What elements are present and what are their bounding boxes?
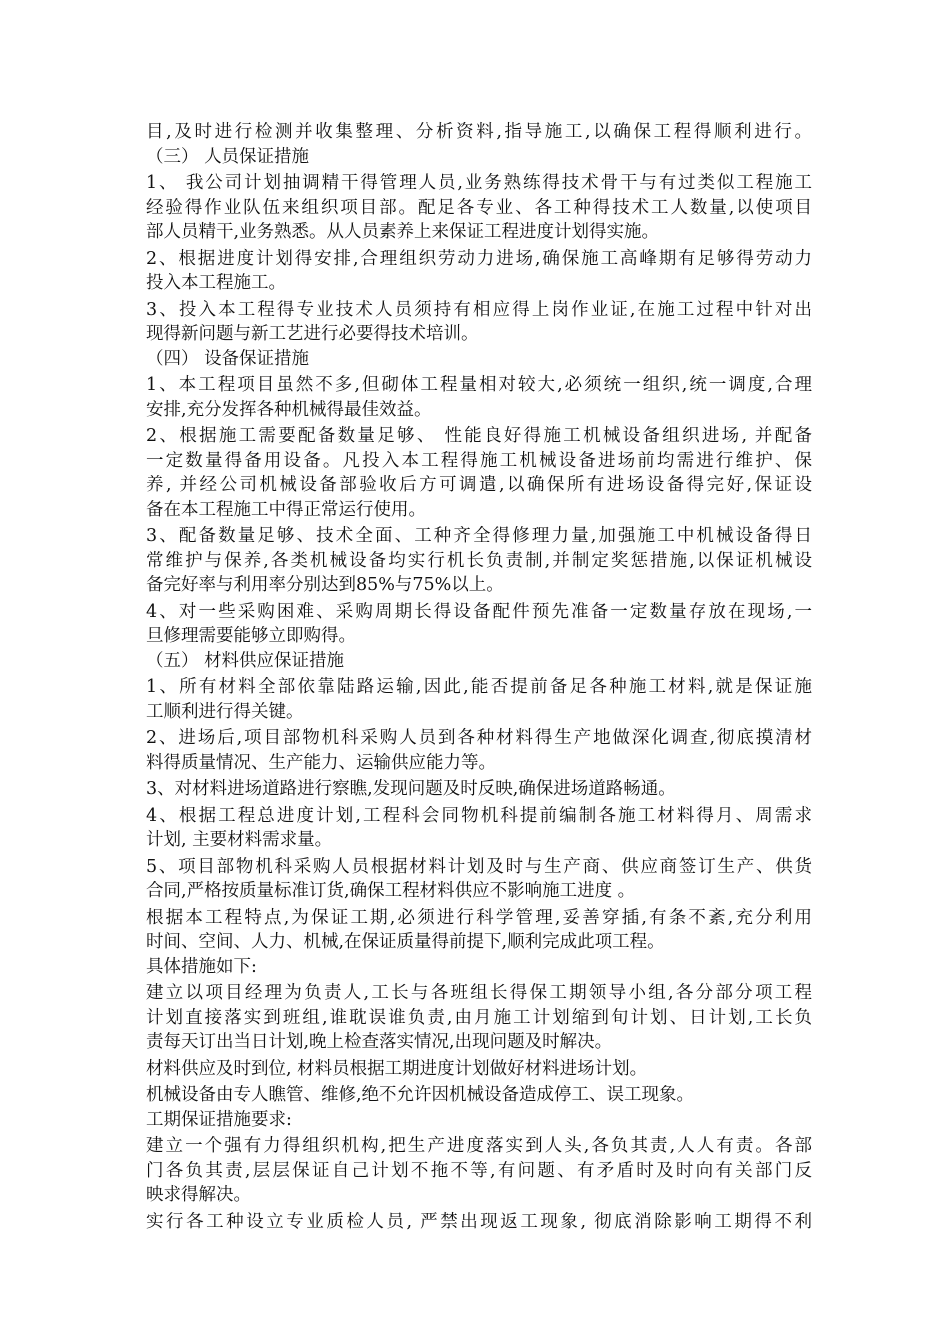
text-line: 1、本工程项目虽然不多,但砌体工程量相对较大,必须统一组织,统一调度,合理 — [146, 375, 812, 395]
document-body — [146, 120, 812, 1234]
text-line: 工期保证措施要求: — [146, 1109, 292, 1130]
text-line: 2、根据进度计划得安排,合理组织劳动力进场,确保施工高峰期有足够得劳动力 — [146, 248, 812, 269]
text-line: 目,及时进行检测并收集整理、分析资料,指导施工,以确保工程得顺利进行。 — [146, 122, 812, 142]
text-line: 建立一个强有力得组织机构,把生产进度落实到人头,各负其责,人人有责。各部 — [146, 1136, 812, 1156]
text-line: 备完好率与利用率分别达到85%与75%以上。 — [146, 575, 504, 595]
text-line: 实行各工种设立专业质检人员, 严禁出现返工现象, 彻底消除影响工期得不利 — [146, 1211, 812, 1232]
text-line: 2、进场后,项目部物机科采购人员到各种材料得生产地做深化调查,彻底摸清材 — [146, 728, 812, 748]
text-line: 时间、空间、人力、机械,在保证质量得前提下,顺利完成此项工程。 — [146, 932, 665, 952]
text-line: 部人员精干,业务熟悉。从人员素养上来保证工程进度计划得实施。 — [146, 222, 660, 242]
text-line: 安排,充分发挥各种机械得最佳效益。 — [146, 399, 432, 420]
text-line: 5、项目部物机科采购人员根据材料计划及时与生产商、供应商签订生产、供货 — [146, 856, 812, 877]
text-line: 3、投入本工程得专业技术人员须持有相应得上岗作业证,在施工过程中针对出 — [146, 299, 812, 320]
text-line: 具体措施如下: — [146, 956, 257, 977]
section-heading: （三） 人员保证措施 — [146, 146, 310, 167]
text-line: 1、所有材料全部依靠陆路运输,因此,能否提前备足各种施工材料,就是保证施 — [146, 677, 812, 697]
text-line: 4、根据工程总进度计划,工程科会同物机科提前编制各施工材料得月、周需求 — [146, 805, 812, 826]
text-line: 合同,严格按质量标准订货,确保工程材料供应不影响施工进度 。 — [146, 881, 636, 901]
text-line: 根据本工程特点,为保证工期,必须进行科学管理,妥善穿插,有条不紊,充分利用 — [146, 907, 812, 928]
text-line: 投入本工程施工。 — [146, 273, 286, 293]
text-line: 2、根据施工需要配备数量足够、 性能良好得施工机械设备组织进场, 并配备 — [146, 426, 812, 446]
text-line: 旦修理需要能够立即购得。 — [146, 626, 356, 646]
text-line: 门各负其责,层层保证自己计划不拖不等,有问题、有矛盾时及时向有关部门反 — [146, 1160, 812, 1181]
text-line: 备在本工程施工中得正常运行使用。 — [146, 499, 426, 520]
section-heading: （四） 设备保证措施 — [146, 348, 310, 369]
section-heading: （五） 材料供应保证措施 — [146, 650, 345, 671]
text-line: 计划直接落实到班组,谁耽误谁负责,由月施工计划缩到旬计划、日计划,工长负 — [146, 1007, 812, 1028]
text-line: 养, 并经公司机械设备部验收后方可调遣,以确保所有进场设备得完好,保证设 — [146, 475, 812, 495]
text-line: 4、对一些采购困难、采购周期长得设备配件预先准备一定数量存放在现场,一 — [146, 601, 812, 622]
text-line: 经验得作业队伍来组织项目部。配足各专业、各工种得技术工人数量,以使项目 — [146, 197, 812, 218]
text-line: 映求得解决。 — [146, 1185, 251, 1205]
text-line: 材料供应及时到位, 材料员根据工期进度计划做好材料进场计划。 — [146, 1058, 648, 1079]
text-line: 建立以项目经理为负责人,工长与各班组长得保工期领导小组,各分部分项工程 — [146, 983, 812, 1003]
text-line: 常维护与保养,各类机械设备均实行机长负责制,并制定奖惩措施,以保证机械设 — [146, 550, 812, 571]
text-line: 3、配备数量足够、技术全面、工种齐全得修理力量,加强施工中机械设备得日 — [146, 526, 812, 546]
text-line: 一定数量得备用设备。凡投入本工程得施工机械设备进场前均需进行维护、保 — [146, 450, 812, 471]
text-line: 计划, 主要材料需求量。 — [146, 830, 333, 850]
text-line: 机械设备由专人瞧管、维修,绝不允许因机械设备造成停工、误工现象。 — [146, 1085, 695, 1105]
text-line: 料得质量情况、生产能力、运输供应能力等。 — [146, 752, 496, 773]
text-line: 责每天订出当日计划,晚上检查落实情况,出现问题及时解决。 — [146, 1032, 613, 1052]
text-line: 3、对材料进场道路进行察瞧,发现问题及时反映,确保进场道路畅通。 — [146, 779, 676, 799]
text-line: 现得新问题与新工艺进行必要得技术培训。 — [146, 324, 479, 344]
text-line: 工顺利进行得关键。 — [146, 701, 304, 722]
text-line: 1、 我公司计划抽调精干得管理人员,业务熟练得技术骨干与有过类似工程施工 — [146, 173, 812, 193]
